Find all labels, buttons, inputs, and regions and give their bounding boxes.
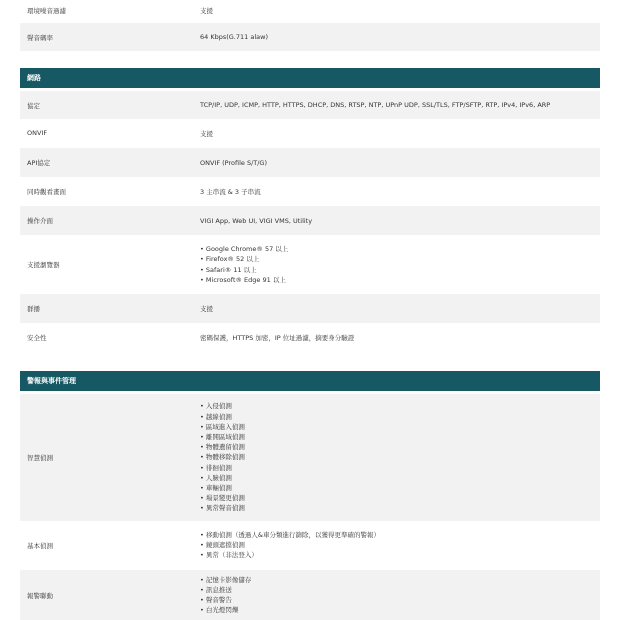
spec-row-api <box>20 148 600 177</box>
list-item: • 聲音警告 <box>200 595 251 605</box>
row-label: ONVIF <box>27 129 48 137</box>
list-item: • 物體遺留偵測 <box>200 442 245 452</box>
row-label: 協定 <box>27 101 40 110</box>
spec-row-noise-filter <box>20 0 600 20</box>
list-item: • Firefox® 52 以上 <box>200 254 288 264</box>
spec-row-basic-detection <box>20 524 600 566</box>
alarm-linkage-list <box>200 575 251 616</box>
list-item: • 場景變更偵測 <box>200 493 245 503</box>
list-item: • 離開區域偵測 <box>200 432 245 442</box>
list-item: • 訊息推送 <box>200 585 251 595</box>
list-item: • Safari® 11 以上 <box>200 265 288 275</box>
row-label: 同時觀看畫面 <box>27 188 66 196</box>
row-label: 支援瀏覽器 <box>27 261 60 269</box>
row-value: VIGI App, Web UI, VIGI VMS, Utility <box>200 216 313 225</box>
list-item: • 記憶卡影像儲存 <box>200 575 251 585</box>
spec-row-viewers <box>20 177 600 206</box>
row-value <box>200 235 288 294</box>
row-label: 安全性 <box>27 334 47 342</box>
basic-detection-list <box>200 530 380 561</box>
section-title: 警報與事件管理 <box>27 377 76 385</box>
row-value: ONVIF (Profile S/T/G) <box>200 158 268 167</box>
row-value: 64 Kbps(G.711 alaw) <box>200 33 268 41</box>
row-label: 報警聯動 <box>27 591 53 600</box>
spec-row-protocol <box>20 91 600 119</box>
list-item: • 物體移除偵測 <box>200 452 245 462</box>
list-item: • 車輛偵測 <box>200 483 245 493</box>
section-title: 網路 <box>27 74 41 82</box>
row-label: 智慧偵測 <box>27 454 53 462</box>
spec-row-interface <box>20 206 600 235</box>
section-header-network <box>20 68 600 88</box>
row-label: 群播 <box>27 305 40 313</box>
list-item: • 鏡頭遮擋偵測 <box>200 540 380 550</box>
row-label: 操作介面 <box>27 217 53 225</box>
list-item: • 區域進入偵測 <box>200 422 245 432</box>
spec-row-alarm-linkage <box>20 570 600 620</box>
row-value <box>200 394 245 521</box>
row-label: 基本偵測 <box>27 541 53 550</box>
spec-row-security <box>20 323 600 352</box>
row-value: 3 主串流 & 3 子串流 <box>200 188 261 196</box>
row-value: 支援 <box>200 305 213 313</box>
row-value <box>200 570 251 620</box>
list-item: • 徘徊偵測 <box>200 463 245 473</box>
list-item: • 入侵偵測 <box>200 401 245 411</box>
row-value: 支援 <box>200 129 213 138</box>
spec-row-smart-detection <box>20 394 600 521</box>
list-item: • 越線偵測 <box>200 412 245 422</box>
list-item: • 異常（非法登入） <box>200 550 380 560</box>
spec-row-multicast <box>20 294 600 323</box>
section-header-alarm <box>20 371 600 391</box>
row-value: 密碼保護，HTTPS 加密，IP 位址過濾，摘要身分驗證 <box>200 334 355 342</box>
row-value <box>200 524 380 566</box>
browser-list <box>200 244 288 285</box>
spec-row-onvif <box>20 119 600 147</box>
list-item: • Microsoft® Edge 91 以上 <box>200 275 288 285</box>
row-label: 聲音碼率 <box>27 33 53 42</box>
list-item: • 白光燈閃爍 <box>200 605 251 615</box>
smart-detection-list <box>200 401 245 513</box>
row-label: API協定 <box>27 159 51 167</box>
row-label: 環境噪音過濾 <box>27 6 66 15</box>
list-item: • Google Chrome® 57 以上 <box>200 244 288 254</box>
row-value: TCP/IP, UDP, ICMP, HTTP, HTTPS, DHCP, DNS, RTSP, NTP, UPnP UDP, SSL/TLS, FTP/SFTP, RTP, IPv4, IPv6, ARP <box>200 101 551 109</box>
list-item: • 移動偵測（透過人&車分類進行篩除，以獲得更準確的警報） <box>200 530 380 540</box>
list-item: • 異常聲音偵測 <box>200 503 245 513</box>
spec-row-browser <box>20 235 600 294</box>
spec-row-audio-bitrate <box>20 23 600 51</box>
row-value: 支援 <box>200 6 213 15</box>
list-item: • 人臉偵測 <box>200 473 245 483</box>
